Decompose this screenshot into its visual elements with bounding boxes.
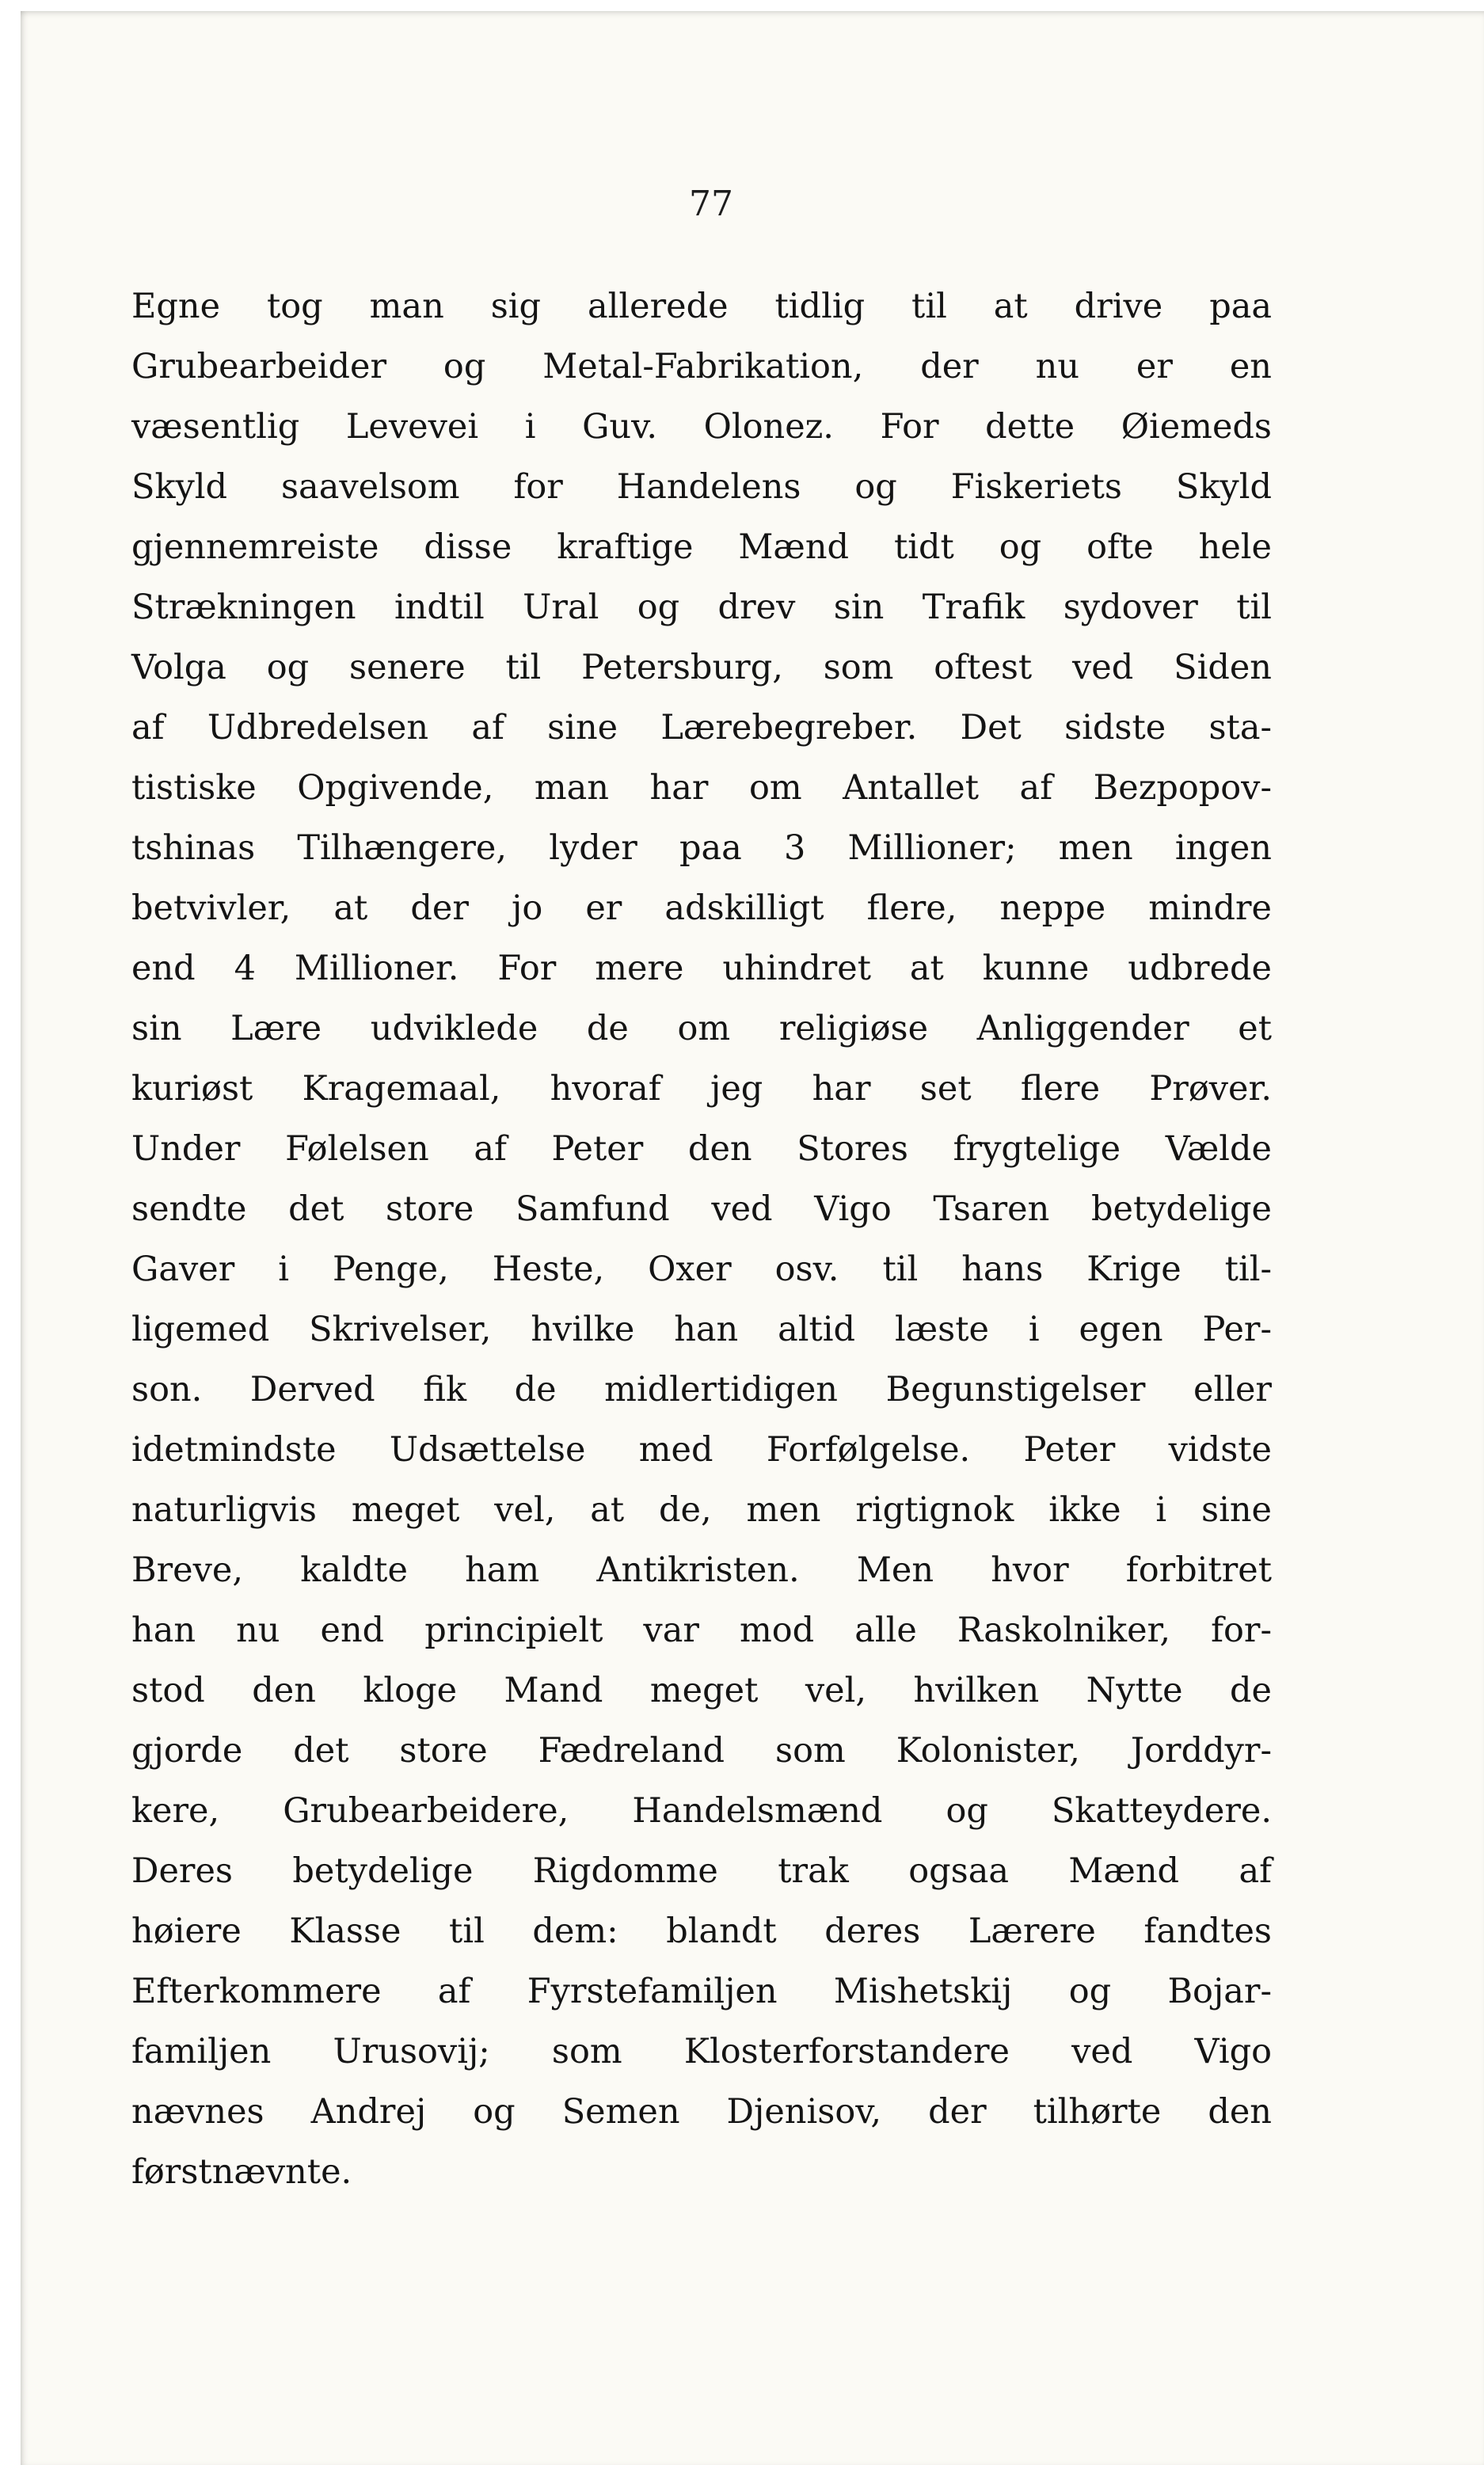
text-line: kere, Grubearbeidere, Handelsmænd og Skatteydere. [131, 1791, 1272, 1831]
text-line: høiere Klasse til dem: blandt deres Lærere fandtes [131, 1912, 1272, 1951]
text-line: Skyld saavelsom for Handelens og Fiskeriets Skyld [131, 467, 1272, 507]
text-line: sendte det store Samfund ved Vigo Tsaren betydelige [131, 1189, 1272, 1229]
text-line: Volga og senere til Petersburg, som oftest ved Siden [131, 648, 1272, 687]
text-line: nævnes Andrej og Semen Djenisov, der tilhørte den [131, 2092, 1272, 2132]
text-line: idetmindste Udsættelse med Forfølgelse. Peter vidste [131, 1430, 1272, 1470]
text-line: naturligvis meget vel, at de, men rigtignok ikke i sine [131, 1490, 1272, 1530]
text-line: Strækningen indtil Ural og drev sin Trafik sydover til [131, 588, 1272, 627]
text-line: væsentlig Levevei i Guv. Olonez. For dette Øiemeds [131, 407, 1272, 447]
text-line: ligemed Skrivelser, hvilke han altid læste i egen Per- [131, 1310, 1272, 1349]
text-line: gjorde det store Fædreland som Kolonister, Jorddyr- [131, 1731, 1272, 1771]
text-line: Gaver i Penge, Heste, Oxer osv. til hans Krige til- [131, 1250, 1272, 1289]
text-line: end 4 Millioner. For mere uhindret at kunne udbrede [131, 949, 1272, 988]
text-line: son. Derved fik de midlertidigen Begunstigelser eller [131, 1370, 1272, 1409]
body-text [131, 276, 1272, 2202]
page-number: 77 [689, 184, 733, 224]
text-line: Breve, kaldte ham Antikristen. Men hvor forbitret [131, 1550, 1272, 1590]
text-line: stod den kloge Mand meget vel, hvilken Nytte de [131, 1671, 1272, 1710]
text-line-last: førstnævnte. [131, 2152, 352, 2192]
text-line: tshinas Tilhængere, lyder paa 3 Millioner; men ingen [131, 828, 1272, 868]
text-line: af Udbredelsen af sine Lærebegreber. Det sidste sta- [131, 708, 1272, 747]
book-page [21, 11, 1484, 2465]
text-line: kuriøst Kragemaal, hvoraf jeg har set flere Prøver. [131, 1069, 1272, 1109]
text-line: sin Lære udviklede de om religiøse Anliggender et [131, 1009, 1272, 1048]
text-line: Egne tog man sig allerede tidlig til at drive paa [131, 287, 1272, 326]
text-line: Under Følelsen af Peter den Stores frygtelige Vælde [131, 1129, 1272, 1169]
text-line: betvivler, at der jo er adskilligt flere, neppe mindre [131, 888, 1272, 928]
text-line: gjennemreiste disse kraftige Mænd tidt og ofte hele [131, 527, 1272, 567]
text-line: Grubearbeider og Metal-Fabrikation, der nu er en [131, 347, 1272, 386]
text-line: tistiske Opgivende, man har om Antallet af Bezpopov- [131, 768, 1272, 808]
text-line: han nu end principielt var mod alle Raskolniker, for- [131, 1611, 1272, 1650]
text-line: Deres betydelige Rigdomme trak ogsaa Mænd af [131, 1851, 1272, 1891]
text-line: Efterkommere af Fyrstefamiljen Mishetskij og Bojar- [131, 1972, 1272, 2011]
text-line: familjen Urusovij; som Klosterforstandere ved Vigo [131, 2032, 1272, 2071]
